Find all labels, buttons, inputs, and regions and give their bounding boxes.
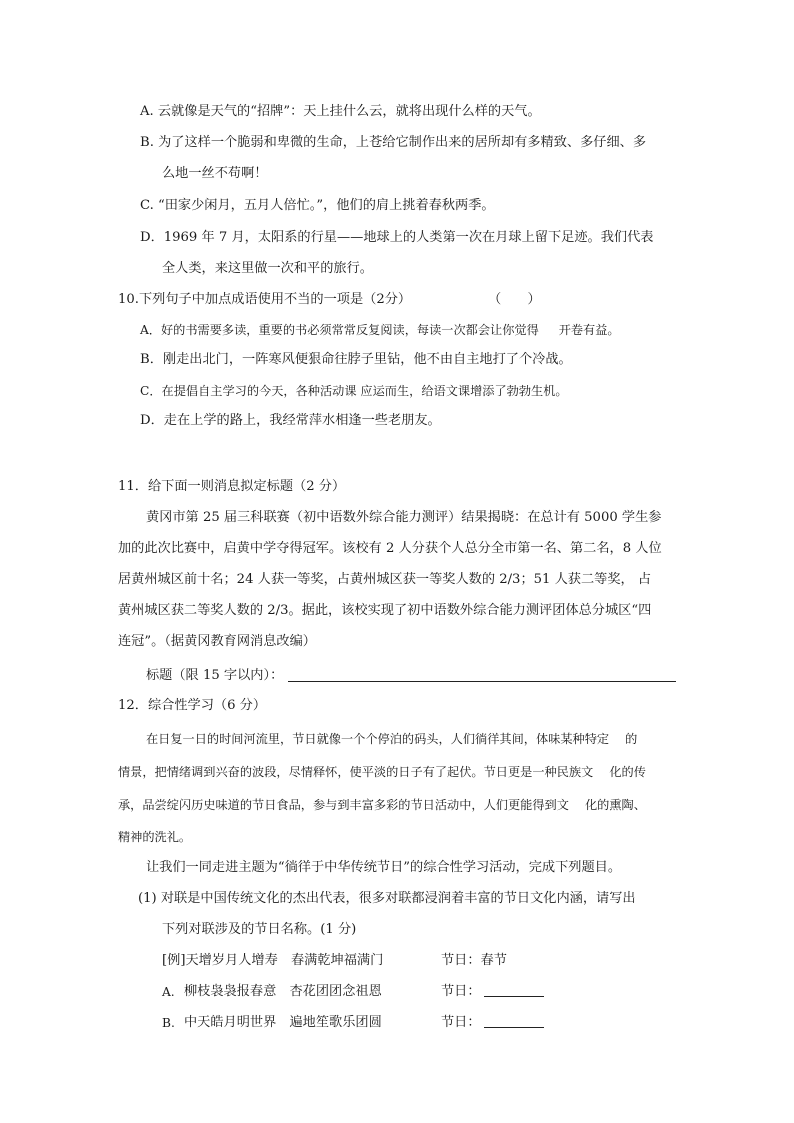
q12-item-b-label: B.	[162, 1016, 175, 1030]
q12-item-a-answer-line[interactable]	[484, 996, 544, 997]
q12-item-a-label: A.	[162, 985, 175, 999]
q10-option-b: B．刚走出北门，一阵寒风便狠命往脖子里钻，他不由自主地打了个冷战。	[140, 352, 572, 367]
q12-sub1-line2: 下列对联涉及的节日名称。(1 分)	[162, 922, 357, 937]
q11-passage-line1: 黄冈市第 25 届三科联赛（初中语数外综合能力测评）结果揭晓：在总计有 5000 学生参	[146, 510, 662, 525]
q10-stem: 10.下列句子中加点成语使用不当的一项是（2分）	[118, 292, 412, 307]
q11-title-answer-line[interactable]	[288, 681, 676, 682]
q12-sub1-line1: (1) 对联是中国传统文化的杰出代表，很多对联都浸润着丰富的节日文化内涵，请写出	[138, 891, 636, 906]
q12-passage-line4: 精神的洗礼。	[118, 830, 192, 844]
q12-example-couplet: [例]天增岁月人增寿 春满乾坤福满门	[162, 953, 384, 968]
q10-option-a-idiom: 开卷有益。	[558, 323, 620, 337]
q12-example-answer: 节日：春节	[441, 953, 507, 968]
q11-passage-line5: 连冠”。（据黄冈教育网消息改编）	[118, 634, 316, 649]
q10-option-a	[140, 320, 620, 340]
q12-passage-line2: 情景，把情绪调到兴奋的波段，尽情释怀，使平淡的日子有了起伏。节日更是一种民族文 化的传	[118, 765, 646, 779]
q12-stem: 12．综合性学习（6 分）	[118, 698, 267, 713]
q9-option-b-line2: 么地一丝不苟啊！	[162, 166, 268, 181]
q11-passage-line3: 居黄州城区前十名；24 人获一等奖，占黄州城区获一等奖人数的 2/3；51 人获二等奖， 占	[118, 572, 652, 587]
q12-intro: 让我们一同走进主题为“徜徉于中华传统节日”的综合性学习活动，完成下列题目。	[146, 860, 622, 875]
q10-answer-paren: （ ）	[488, 292, 541, 307]
q9-option-b-line1: B. 为了这样一个脆弱和卑微的生命，上苍给它制作出来的居所却有多精致、多仔细、多	[140, 135, 647, 150]
q10-option-a-text: A．好的书需要多读，重要的书必须常常反复阅读，每读一次都会让你觉得	[140, 323, 539, 337]
q12-passage-line3: 承，品尝绽闪历史味道的节日食品，参与到丰富多彩的节日活动中，人们更能得到文 化的熏陶、	[118, 798, 646, 812]
q12-item-b-couplet: 中天皓月明世界 遍地笙歌乐团圆	[184, 1015, 382, 1030]
q10-option-d: D．走在上学的路上，我经常萍水相逢一些老朋友。	[140, 413, 441, 428]
q12-passage-line1: 在日复一日的时间河流里，节日就像一个个停泊的码头，人们徜徉其间，体味某种特定 的	[146, 732, 638, 746]
q11-passage-line2: 加的此次比赛中，启黄中学夺得冠军。该校有 2 人分获个人总分全市第一名、第二名，8 人位	[118, 541, 662, 556]
q11-title-label: 标题（限 15 字以内）：	[146, 668, 284, 683]
q11-passage-line4: 黄州城区获二等奖人数的 2/3。据此，该校实现了初中语数外综合能力测评团体总分城区“四	[118, 603, 652, 618]
q12-item-b-answer-label: 节日：	[441, 1015, 481, 1030]
q12-item-b-answer-line[interactable]	[484, 1027, 544, 1028]
q9-option-d-line1: D．1969 年 7 月，太阳系的行星——地球上的人类第一次在月球上留下足迹。我们代表	[140, 230, 654, 245]
q9-option-d-line2: 全人类，来这里做一次和平的旅行。	[162, 261, 373, 276]
q12-item-a-couplet: 柳枝袅袅报春意 杏花团团念祖恩	[184, 984, 382, 999]
q12-item-a-answer-label: 节日：	[441, 984, 481, 999]
q9-option-a: A. 云就像是天气的“招牌”：天上挂什么云，就将出现什么样的天气。	[140, 104, 541, 119]
q10-option-c: C．在提倡自主学习的今天，各种活动课 应运而生，给语文课增添了勃勃生机。	[140, 384, 568, 398]
q11-stem: 11．给下面一则消息拟定标题（2 分）	[118, 479, 346, 494]
q9-option-c: C. “田家少闲月，五月人倍忙。”，他们的肩上挑着春秋两季。	[140, 198, 495, 213]
